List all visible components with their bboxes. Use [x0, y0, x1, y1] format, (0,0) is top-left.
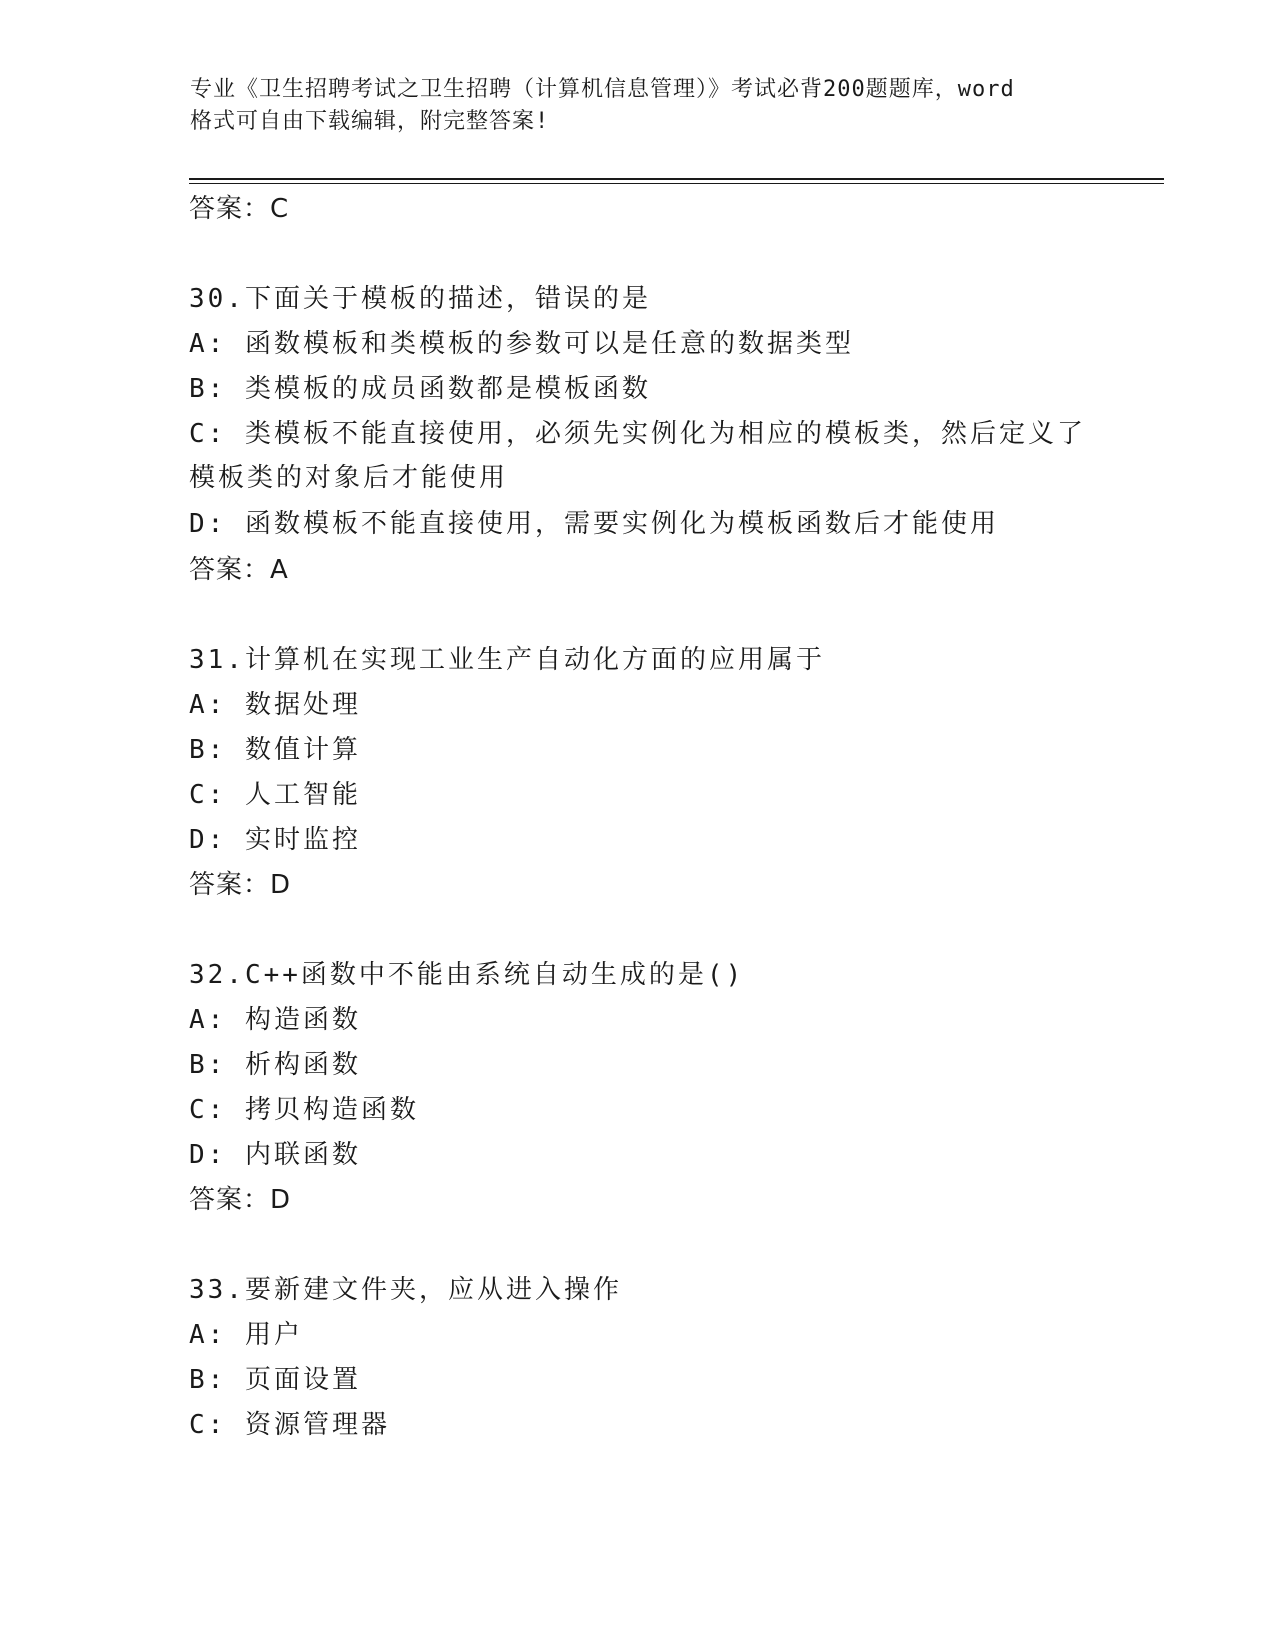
header-line-2: 格式可自由下载编辑，附完整答案! — [190, 109, 550, 134]
answer-31: 答案：D — [189, 870, 292, 900]
header-line-1: 专业《卫生招聘考试之卫生招聘（计算机信息管理）》考试必背200题题库，word — [190, 77, 1015, 102]
question-33-option-a: A: 用户 — [189, 1320, 303, 1350]
question-32-option-a: A: 构造函数 — [189, 1005, 361, 1035]
question-31-option-d: D: 实时监控 — [189, 825, 361, 855]
answer-30: 答案：A — [189, 555, 289, 585]
question-30-option-c-continued: 模板类的对象后才能使用 — [189, 463, 509, 493]
document-header — [190, 74, 1120, 138]
question-30-option-a: A: 函数模板和类模板的参数可以是任意的数据类型 — [189, 329, 854, 359]
question-31-option-b: B: 数值计算 — [189, 735, 361, 765]
header-divider-thick — [189, 178, 1164, 180]
header-divider-thin — [189, 183, 1164, 184]
question-33-option-c: C: 资源管理器 — [189, 1410, 390, 1440]
question-32-option-d: D: 内联函数 — [189, 1140, 361, 1170]
question-33-option-b: B: 页面设置 — [189, 1365, 361, 1395]
question-30-option-b: B: 类模板的成员函数都是模板函数 — [189, 374, 651, 404]
question-30-option-d: D: 函数模板不能直接使用，需要实例化为模板函数后才能使用 — [189, 509, 999, 539]
question-33-stem: 33.要新建文件夹，应从进入操作 — [189, 1275, 622, 1305]
question-31-option-c: C: 人工智能 — [189, 780, 361, 810]
question-32-option-b: B: 析构函数 — [189, 1050, 361, 1080]
answer-29: 答案：C — [189, 194, 290, 224]
question-30-stem: 30.下面关于模板的描述，错误的是 — [189, 284, 651, 314]
question-31-option-a: A: 数据处理 — [189, 690, 361, 720]
answer-32: 答案：D — [189, 1185, 292, 1215]
question-32-option-c: C: 拷贝构造函数 — [189, 1095, 419, 1125]
question-31-stem: 31.计算机在实现工业生产自动化方面的应用属于 — [189, 645, 825, 675]
question-30-option-c: C: 类模板不能直接使用，必须先实例化为相应的模板类，然后定义了 — [189, 419, 1086, 449]
question-32-stem: 32.C++函数中不能由系统自动生成的是() — [189, 960, 745, 990]
